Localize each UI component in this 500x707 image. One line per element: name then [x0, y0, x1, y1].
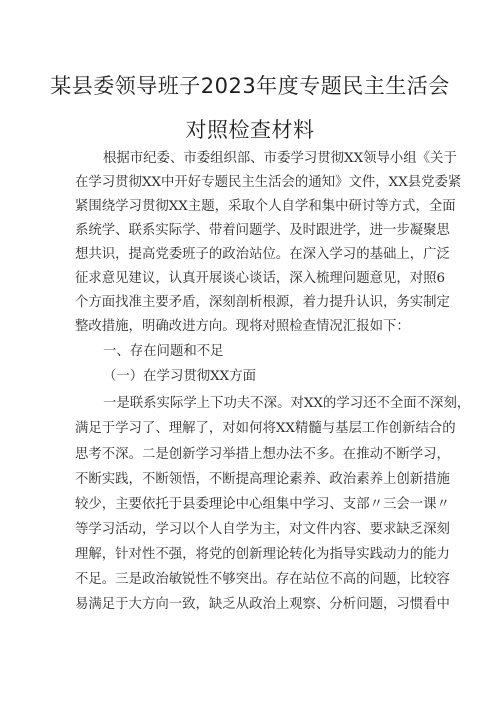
- paragraph-1-line-3: 紧围绕学习贯彻XX主题，采取个人自学和集中研讨等方式，全面: [75, 199, 456, 214]
- paragraph-1-line-6: 征求意见建议，认真开展谈心谈话，深入梳理问题意见，对照6: [75, 271, 446, 286]
- paragraph-1-line-8: 整改措施，明确改进方向。现将对照检查情况汇报如下：: [75, 319, 410, 334]
- subsection-heading: （一）在学习贯彻XX方面: [103, 369, 256, 384]
- document-title-line-2: 对照检查材料: [185, 118, 315, 142]
- paragraph-1-line-4: 系统学、联系实际学、带着问题学、及时跟进学，进一步凝聚思: [75, 223, 450, 238]
- document-title-line-1: 某县委领导班子2023年度专题民主生活会: [50, 74, 450, 98]
- paragraph-1-line-7: 个方面找准主要矛盾，深刻剖析根源，着力提升认识，务实制定: [75, 295, 450, 310]
- paragraph-2-line-4: 不断实践，不断领悟，不断提高理论素养、政治素养上创新措施: [75, 472, 450, 487]
- paragraph-2-line-9: 易满足于大方向一致，缺乏从政治上观察、分析问题，习惯看中: [75, 597, 450, 612]
- paragraph-2-line-8: 不足。三是政治敏锐性不够突出。存在站位不高的问题，比较容: [75, 572, 450, 587]
- paragraph-1-line-1: 根据市纪委、市委组织部、市委学习贯彻XX领导小组《关于: [103, 151, 457, 166]
- paragraph-1-line-2: 在学习贯彻XX中开好专题民主生活会的通知》文件，XX县党委紧: [75, 175, 462, 190]
- paragraph-1-line-5: 想共识，提高党委班子的政治站位。在深入学习的基础上，广泛: [75, 247, 450, 262]
- paragraph-2-line-7: 理解，针对性不强，将党的创新理论转化为指导实践动力的能力: [75, 547, 450, 562]
- section-heading: 一、存在问题和不足: [103, 344, 224, 359]
- paragraph-2-line-5: 较少，主要依托于县委理论中心组集中学习、支部〃三会一课〃: [75, 497, 450, 512]
- paragraph-2-line-6: 等学习活动，学习以个人自学为主，对文件内容、要求缺乏深刻: [75, 522, 450, 537]
- paragraph-2-line-3: 思考不深。二是创新学习举措上想办法不多。在推动不断学习，: [75, 447, 450, 462]
- paragraph-2-line-1: 一是联系实际学上下功夫不深。对XX的学习还不全面不深刻，: [103, 396, 471, 411]
- paragraph-2-line-2: 满足于学习了、理解了，对如何将XX精髓与基层工作创新结合的: [75, 421, 456, 436]
